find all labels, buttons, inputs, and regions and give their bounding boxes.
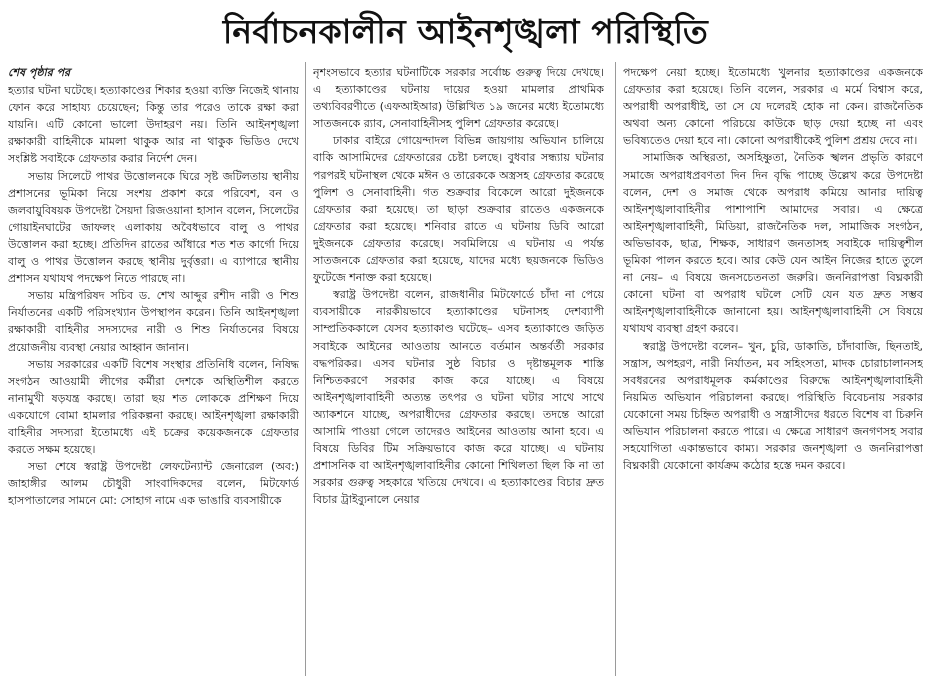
paragraph: ঢাকার বাইরে গোয়েন্দাদল বিভিন্ন জায়গায় অভিযান চালিয়ে বাকি আসামিদের গ্রেফতারের চেষ্টা চলছে। বুধবার সন্ধ্যায় ঘটনার পরপরই ঘটনাস্থল থেকে মঈন ও তারেককে অস্ত্রসহ গ্রেফতার করেছে পুলিশ ও সেনাবাহিনী। গত শুক্রবার বিকেলে আরো দুইজনকে গ্রেফতার করা হয়েছে। তা ছাড়া শুক্রবার রাতেও একজনকে গ্রেফতার করা হয়েছে। শনিবার রাতে এ ঘটনায় ডিবি আরো দুইজনকে গ্রেফতার করেছে। সবমিলিয়ে এ ঘটনায় এ পর্যন্ত সাতজনকে গ্রেফতার করা হয়েছে, যাদের মধ্যে ছয়জনকে ভিডিও ফুটেজে শনাক্ত করা হয়েছে। [313, 134, 604, 285]
paragraph: পদক্ষেপ নেয়া হচ্ছে। ইতোমধ্যে খুলনার হত্যাকাণ্ডের একজনকে গ্রেফতার করা হয়েছে। তিনি বলেন, সরকার এ মর্মে বিশ্বাস করে, অপরাধী অপরাধীই, তা সে যে দলেরই হোক না কেন। রাজনৈতিক অথবা অন্য কোনো পরিচয়ে কাউকে ছাড় দেয়া হচ্ছে না এবং ভবিষ্যতেও দেয়া হবে না। কোনো অপরাধীকেই পুলিশ প্রশ্রয় দেবে না। [623, 66, 923, 148]
paragraph: নৃশংসভাবে হত্যার ঘটনাটিকে সরকার সর্বোচ্চ গুরুত্ব দিয়ে দেখছে। এ হত্যাকাণ্ডের ঘটনায় দায়ের হওয়া মামলার প্রাথমিক তথ্যবিবরণীতে (এফআইআর) উল্লিখিত ১৯ জনের মধ্যে ইতোমধ্যে সাতজনকে র‍্যাব, সেনাবাহিনীসহ পুলিশ গ্রেফতার করেছে। [313, 66, 604, 131]
paragraph: সভায় মন্ত্রিপরিষদ সচিব ড. শেখ আব্দুর রশীদ নারী ও শিশু নির্যাতনের একটি পরিসংখ্যান উপস্থাপন করেন। তিনি আইনশৃঙ্খলা রক্ষাকারী বাহিনীর সদস্যদের নারী ও শিশু নির্যাতনের বিষয়ে প্রয়োজনীয় ব্যবস্থা নেয়ার আহ্বান জানান। [8, 289, 299, 354]
paragraph: সভায় সরকারের একটি বিশেষ সংস্থার প্রতিনিধি বলেন, নিষিদ্ধ সংগঠন আওয়ামী লীগের কর্মীরা দেশকে অস্থিতিশীল করতে নানামুখী ষড়যন্ত্র করছে। তারা ছয় শত লোককে প্রশিক্ষণ দিয়ে একযোগে বোমা হামলার পরিকল্পনা করছে। আইনশৃঙ্খলা রক্ষাকারী বাহিনীর সদস্যরা ইতোমধ্যে এই চক্রের কয়েকজনকে গ্রেফতার করতে সক্ষম হয়েছে। [8, 357, 299, 457]
paragraph: স্বরাষ্ট্র উপদেষ্টা বলেন, রাজধানীর মিটফোর্ডে চাঁদা না পেয়ে ব্যবসায়ীকে নারকীয়ভাবে হত্যাকাণ্ডের ঘটনাসহ দেশব্যাপী সাম্প্রতিককালে যেসব হত্যাকাণ্ড ঘটেছে– এসব হত্যাকাণ্ডে জড়িত সবাইকে আইনের আওতায় আনতে বর্তমান অন্তর্বর্তী সরকার বদ্ধপরিকর। এসব ঘটনার সুষ্ঠ বিচার ও দৃষ্টান্তমূলক শাস্তি নিশ্চিতকরণে সরকার কাজ করে যাচ্ছে। এ বিষয়ে আইনশৃঙ্খলাবাহিনী অত্যন্ত তৎপর ও ঘটনা ঘটার সাথে সাথে অ্যাকশনে যাচ্ছে, অপরাধীদের গ্রেফতার করছে। তদন্তে আরো আসামি পাওয়া গেলে তাদেরও আইনের আওতায় আনা হবে। এ বিষয়ে ডিবির টিম সক্রিয়ভাবে কাজ করে যাচ্ছে। এ ঘটনায় প্রশাসনিক বা আইনশৃঙ্খলাবাহিনীর কোনো শিথিলতা ছিল কি না তা সরকার গুরুত্ব সহকারে খতিয়ে দেখবে। এ হত্যাকাণ্ডের বিচার দ্রুত বিচার ট্রাইব্যুনালে নেয়ার [313, 288, 604, 507]
headline: নির্বাচনকালীন আইনশৃঙ্খলা পরিস্থিতি [222, 12, 709, 51]
article-column-3 [623, 64, 923, 678]
continued-from-label: শেষ পৃষ্ঠার পর [8, 66, 71, 79]
column-divider [615, 62, 616, 676]
paragraph: স্বরাষ্ট্র উপদেষ্টা বলেন– খুন, চুরি, ডাকাতি, চাঁদাবাজি, ছিনতাই, সন্ত্রাস, অপহরণ, নারী নির্যাতন, মব সহিংসতা, মাদক চোরাচালানসহ সবধরনের অপরাধমূলক কর্মকাণ্ডের বিরুদ্ধে আইনশৃঙ্খলাবাহিনী নিয়মিত অভিযান পরিচালনা করছে। পরিস্থিতি বিবেচনায় সরকার যেকোনো সময় চিহ্নিত অপরাধী ও সন্ত্রাসীদের ধরতে বিশেষ বা চিরুনি অভিযান পরিচালনা করতে পারে। এ ক্ষেত্রে সাধারণ জনগণসহ সবার সহযোগিতা একান্তভাবে কাম্য। সরকার জনশৃঙ্খলা ও জননিরাপত্তা বিঘ্নকারী যেকোনো কার্যক্রম কঠোর হস্তে দমন করবে। [623, 339, 923, 473]
paragraph: সভা শেষে স্বরাষ্ট্র উপদেষ্টা লেফটেন্যান্ট জেনারেল (অব:) জাহাঙ্গীর আলম চৌধুরী সাংবাদিকদের বলেন, মিটফোর্ড হাসপাতালের সামনে মো: সোহাগ নামে এক ভাঙারি ব্যবসায়ীকে [8, 460, 299, 508]
article-column-2 [313, 64, 604, 678]
article-column-1 [8, 64, 299, 678]
paragraph: সামাজিক অস্থিরতা, অসহিষ্ণুতা, নৈতিক স্খলন প্রভৃতি কারণে সমাজে অপরাধপ্রবণতা দিন দিন বৃদ্ধি পাচ্ছে উল্লেখ করে উপদেষ্টা বলেন, দেশ ও সমাজ থেকে অপরাধ কমিয়ে আনার দায়িত্ব আইনশৃঙ্খলাবাহিনীর পাশাপাশি আমাদের সবার। এ ক্ষেত্রে আইনশৃঙ্খলাবাহিনী, মিডিয়া, রাজনৈতিক দল, সামাজিক সংগঠন, অভিভাবক, ছাত্র, শিক্ষক, সাধারণ জনতাসহ সবাইকে দায়িত্বশীল ভূমিকা পালন করতে হবে। আর কেউ যেন আইন নিজের হাতে তুলে না নেয়– এ বিষয়ে জনসচেতনতা জরুরি। জননিরাপত্তা বিঘ্নকারী কোনো ঘটনা বা অপরাধ ঘটলে সেটি যেন যত দ্রুত সম্ভব আইনশৃঙ্খলাবাহিনীকে জানানো হয়। আইনশৃঙ্খলাবাহিনী সে বিষয়ে যথাযথ ব্যবস্থা গ্রহণ করবে। [623, 151, 923, 336]
paragraph: হত্যার ঘটনা ঘটেছে। হত্যাকাণ্ডের শিকার হওয়া ব্যক্তি নিজেই থানায় ফোন করে সাহায্য চেয়েছেন; কিন্তু তার পরেও তাকে রক্ষা করা যায়নি। এটি কোনো ভালো উদাহরণ নয়। তিনি আইনশৃঙ্খলা রক্ষাকারী বাহিনীকে মামলা থাকুক আর না থাকুক ভিডিও দেখে সংশ্লিষ্ট সবাইকে গ্রেফতার করার নির্দেশ দেন। [8, 84, 299, 166]
paragraph: সভায় সিলেটে পাথর উত্তোলনকে ঘিরে সৃষ্ট জটিলতায় স্থানীয় প্রশাসনের ভূমিকা নিয়ে সংশয় প্রকাশ করে পরিবেশ, বন ও জলবায়ুবিষয়ক উপদেষ্টা সৈয়দা রিজওয়ানা হাসান বলেন, সিলেটের গোয়াইনঘাটের জাফলং এলাকায় অবৈধভাবে বালু ও পাথর উত্তোলন করা হচ্ছে। প্রতিদিন রাতের আঁধারে শত শত কার্গো দিয়ে বালু ও পাথর উত্তোলন করছে স্থানীয় দুর্বৃত্তরা। এ ব্যাপারে স্থানীয় প্রশাসন যথাযথ পদক্ষেপ নিতে পারছে না। [8, 169, 299, 286]
column-divider [305, 62, 306, 676]
